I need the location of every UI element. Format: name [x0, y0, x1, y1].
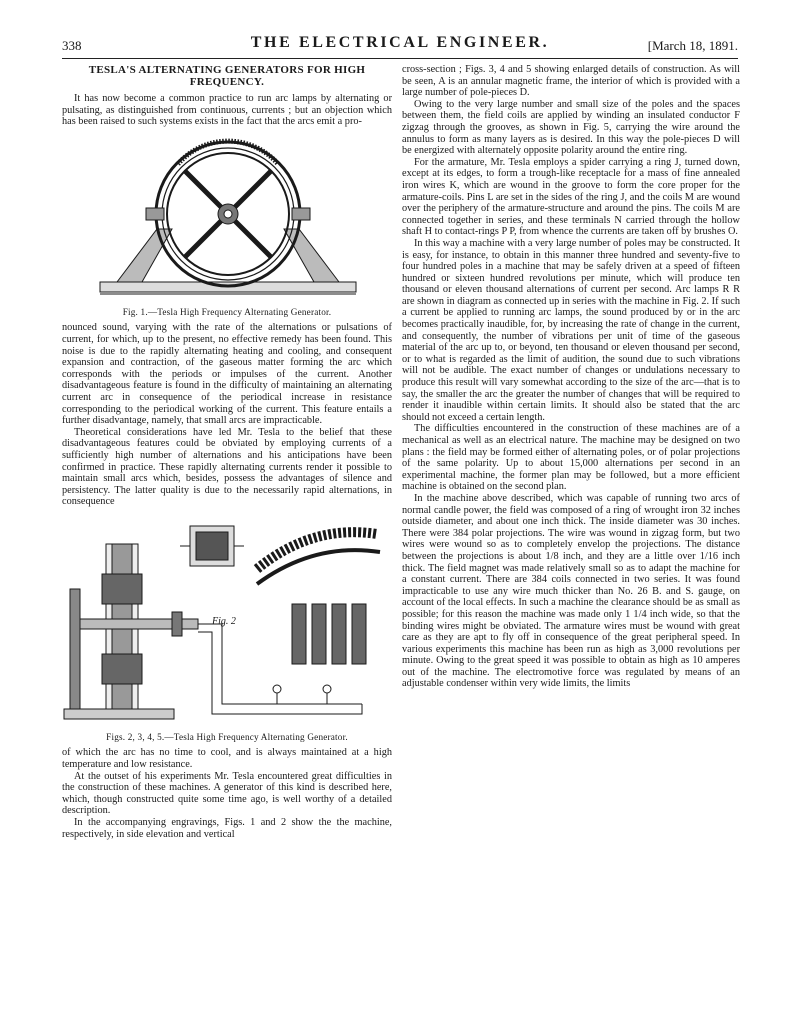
generator-cross-section-illustration — [62, 514, 392, 729]
paragraph: In this way a machine with a very large number of poles may be constructed. It is easy, for instance, to obtain in this manner three hundred and seventy-five to four hundred poles in a machine that may be safely driven at a speed of fifteen hundred or sixteen hundred revolutions per minute, which will produce ten thousand or eleven thousand alternations of current per second. Arc lamps R R are shown in diagram as connected up in series with the machine in Fig. 2. If such a current be applied to running arc lamps, the sound produced by or in the arc becomes practically inaudible, for, by increasing the rate of change in the current, and consequently, the number of vibrations per unit of time of the gaseous material of the arc up to, or beyond, ten thousand or eleven thousand per second, or to what is regarded as the limit of audition, the sound due to such vibrations will not be audible. The exact number of changes or undulations necessary to produce this result will vary somewhat according to the size of the arc—that is to say, the smaller the arc the greater the number of changes that will be required to render it inaudible within certain limits. It should also be stated that the arc should not exceed a certain length. — [402, 237, 740, 423]
figures-2-5-caption: Figs. 2, 3, 4, 5.—Tesla High Frequency Alternating Generator. — [106, 731, 348, 742]
paragraph: For the armature, Mr. Tesla employs a spider carrying a ring J, turned down, except at its edges, to form a trough-like receptacle for a mass of fine annealed iron wires K, which are wound in the groove to form the core proper for the armature-coils. Pins L are set in the sides of the ring J, and the coils M are wound over the periphery of the armature-structure and around the pins. The coils M are connected together in series, and these terminals N carried through the hollow shaft H to contact-rings P P, from whence the currents are taken off by brushes O. — [402, 156, 740, 238]
left-column — [62, 64, 392, 840]
fig-2-label: Fig. 2 — [212, 615, 236, 627]
article-title: TESLA'S ALTERNATING GENERATORS FOR HIGH FREQUENCY. — [88, 64, 366, 88]
issue-date: [March 18, 1891. — [647, 38, 738, 53]
journal-title: THE ELECTRICAL ENGINEER. — [250, 34, 550, 51]
paragraph: It has now become a common practice to run arc lamps by alternating or pulsating, as distinguished from continuous, currents ; but an objection which has been raised to such systems exists in the fact that the arcs emit a pro- — [62, 93, 392, 128]
paragraph: At the outset of his experiments Mr. Tesla encountered great difficulties in the construction of these machines. A generator of this kind is described here, which, though constructed quite some time ago, is well worthy of a detailed description. — [62, 770, 392, 817]
right-column — [402, 64, 740, 690]
paragraph: Theoretical considerations have led Mr. Tesla to the belief that these disadvantageous features could be obviated by employing currents of a sufficiently high number of alternations and his anticipations have been confirmed in practice. These rapidly alternating currents render it possible to maintain small arcs which, besides, possess the advantages of silence and persistency. The latter quality is due to the necessarily rapid alternations, in consequence — [62, 426, 392, 508]
figure-1-caption: Fig. 1.—Tesla High Frequency Alternating Generator. — [122, 306, 332, 317]
paragraph: of which the arc has no time to cool, and is always maintained at a high temperature and low resistance. — [62, 747, 392, 771]
page-header — [62, 36, 738, 59]
paragraph: nounced sound, varying with the rate of the alternations or pulsations of current, for which, up to the present, no effective remedy has been found. This noise is due to the rapidly alternating heating and cooling, and consequent expansion and contraction, of the gaseous matter forming the arc which corresponds with the periods or impulses of the current. Another disadvantageous feature is found in the difficulty of maintaining an alternating current arc in consequence of the periodical increase in resistance corresponding to the periodical working of the current. This feature entails a further disadvantage, namely, that small arcs are impracticable. — [62, 322, 392, 427]
page-number: 338 — [62, 38, 82, 53]
paragraph: cross-section ; Figs. 3, 4 and 5 showing enlarged details of construction. As will be seen, A is an annular magnetic frame, the interior of which is provided with a large number of pole-pieces D. — [402, 64, 740, 99]
generator-side-elevation-illustration — [62, 134, 392, 304]
paragraph: In the machine above described, which was capable of running two arcs of normal candle power, the field was composed of a ring of wrought iron 32 inches outside diameter, and about one inch thick. The inside diameter was 30 inches. There were 384 polar projections. The wire was wound in zigzag form, but two wires were wound so as to completely envelop the projections. The distance between the projections is about 1/8 inch, and they are a little over 1/16 inch thick. The field magnet was made relatively small so as to adapt the machine for a constant current. There are 384 coils connected in two series. It was found impracticable to use any wire much thicker than No. 26 B. and S. gauge, on account of the local effects. In such a machine the clearance should be as small as possible; for this reason the machine was made only 1 1/4 inch wide, so that the binding wires might be obviated. The armature wires must be wound with great care as they are apt to fly off in consequence of the great peripheral speed. In various experiments this machine has been run as high as 3,000 revolutions per minute. Owing to the great speed it was possible to obtain as high as 10 amperes out of the machine. The electromotive force was regulated by means of an adjustable condenser within very wide limits, the limits — [402, 492, 740, 690]
figures-2-5 — [62, 514, 392, 729]
paragraph: In the accompanying engravings, Figs. 1 and 2 show the the machine, respectively, in side elevation and vertical — [62, 817, 392, 840]
paragraph: Owing to the very large number and small size of the poles and the spaces between them, the field coils are applied by winding an insulated conductor F zigzag through the grooves, as shown in Fig. 5, carrying the wire around the annulus to form as many layers as is desired. In this way the pole-pieces D will be energized with alternately opposite polarity around the entire ring. — [402, 98, 740, 157]
figure-1 — [62, 134, 392, 304]
paragraph: The difficulties encountered in the construction of these machines are of a mechanical as well as an electrical nature. The machine may be designed on two plans : the field may be formed either of alternating poles, or of polar projections of the same polarity. Up to about 15,000 alternations per second in an experimental machine, the former plan may be followed, but a more efficient machine is obtained on the second plan. — [402, 423, 740, 493]
